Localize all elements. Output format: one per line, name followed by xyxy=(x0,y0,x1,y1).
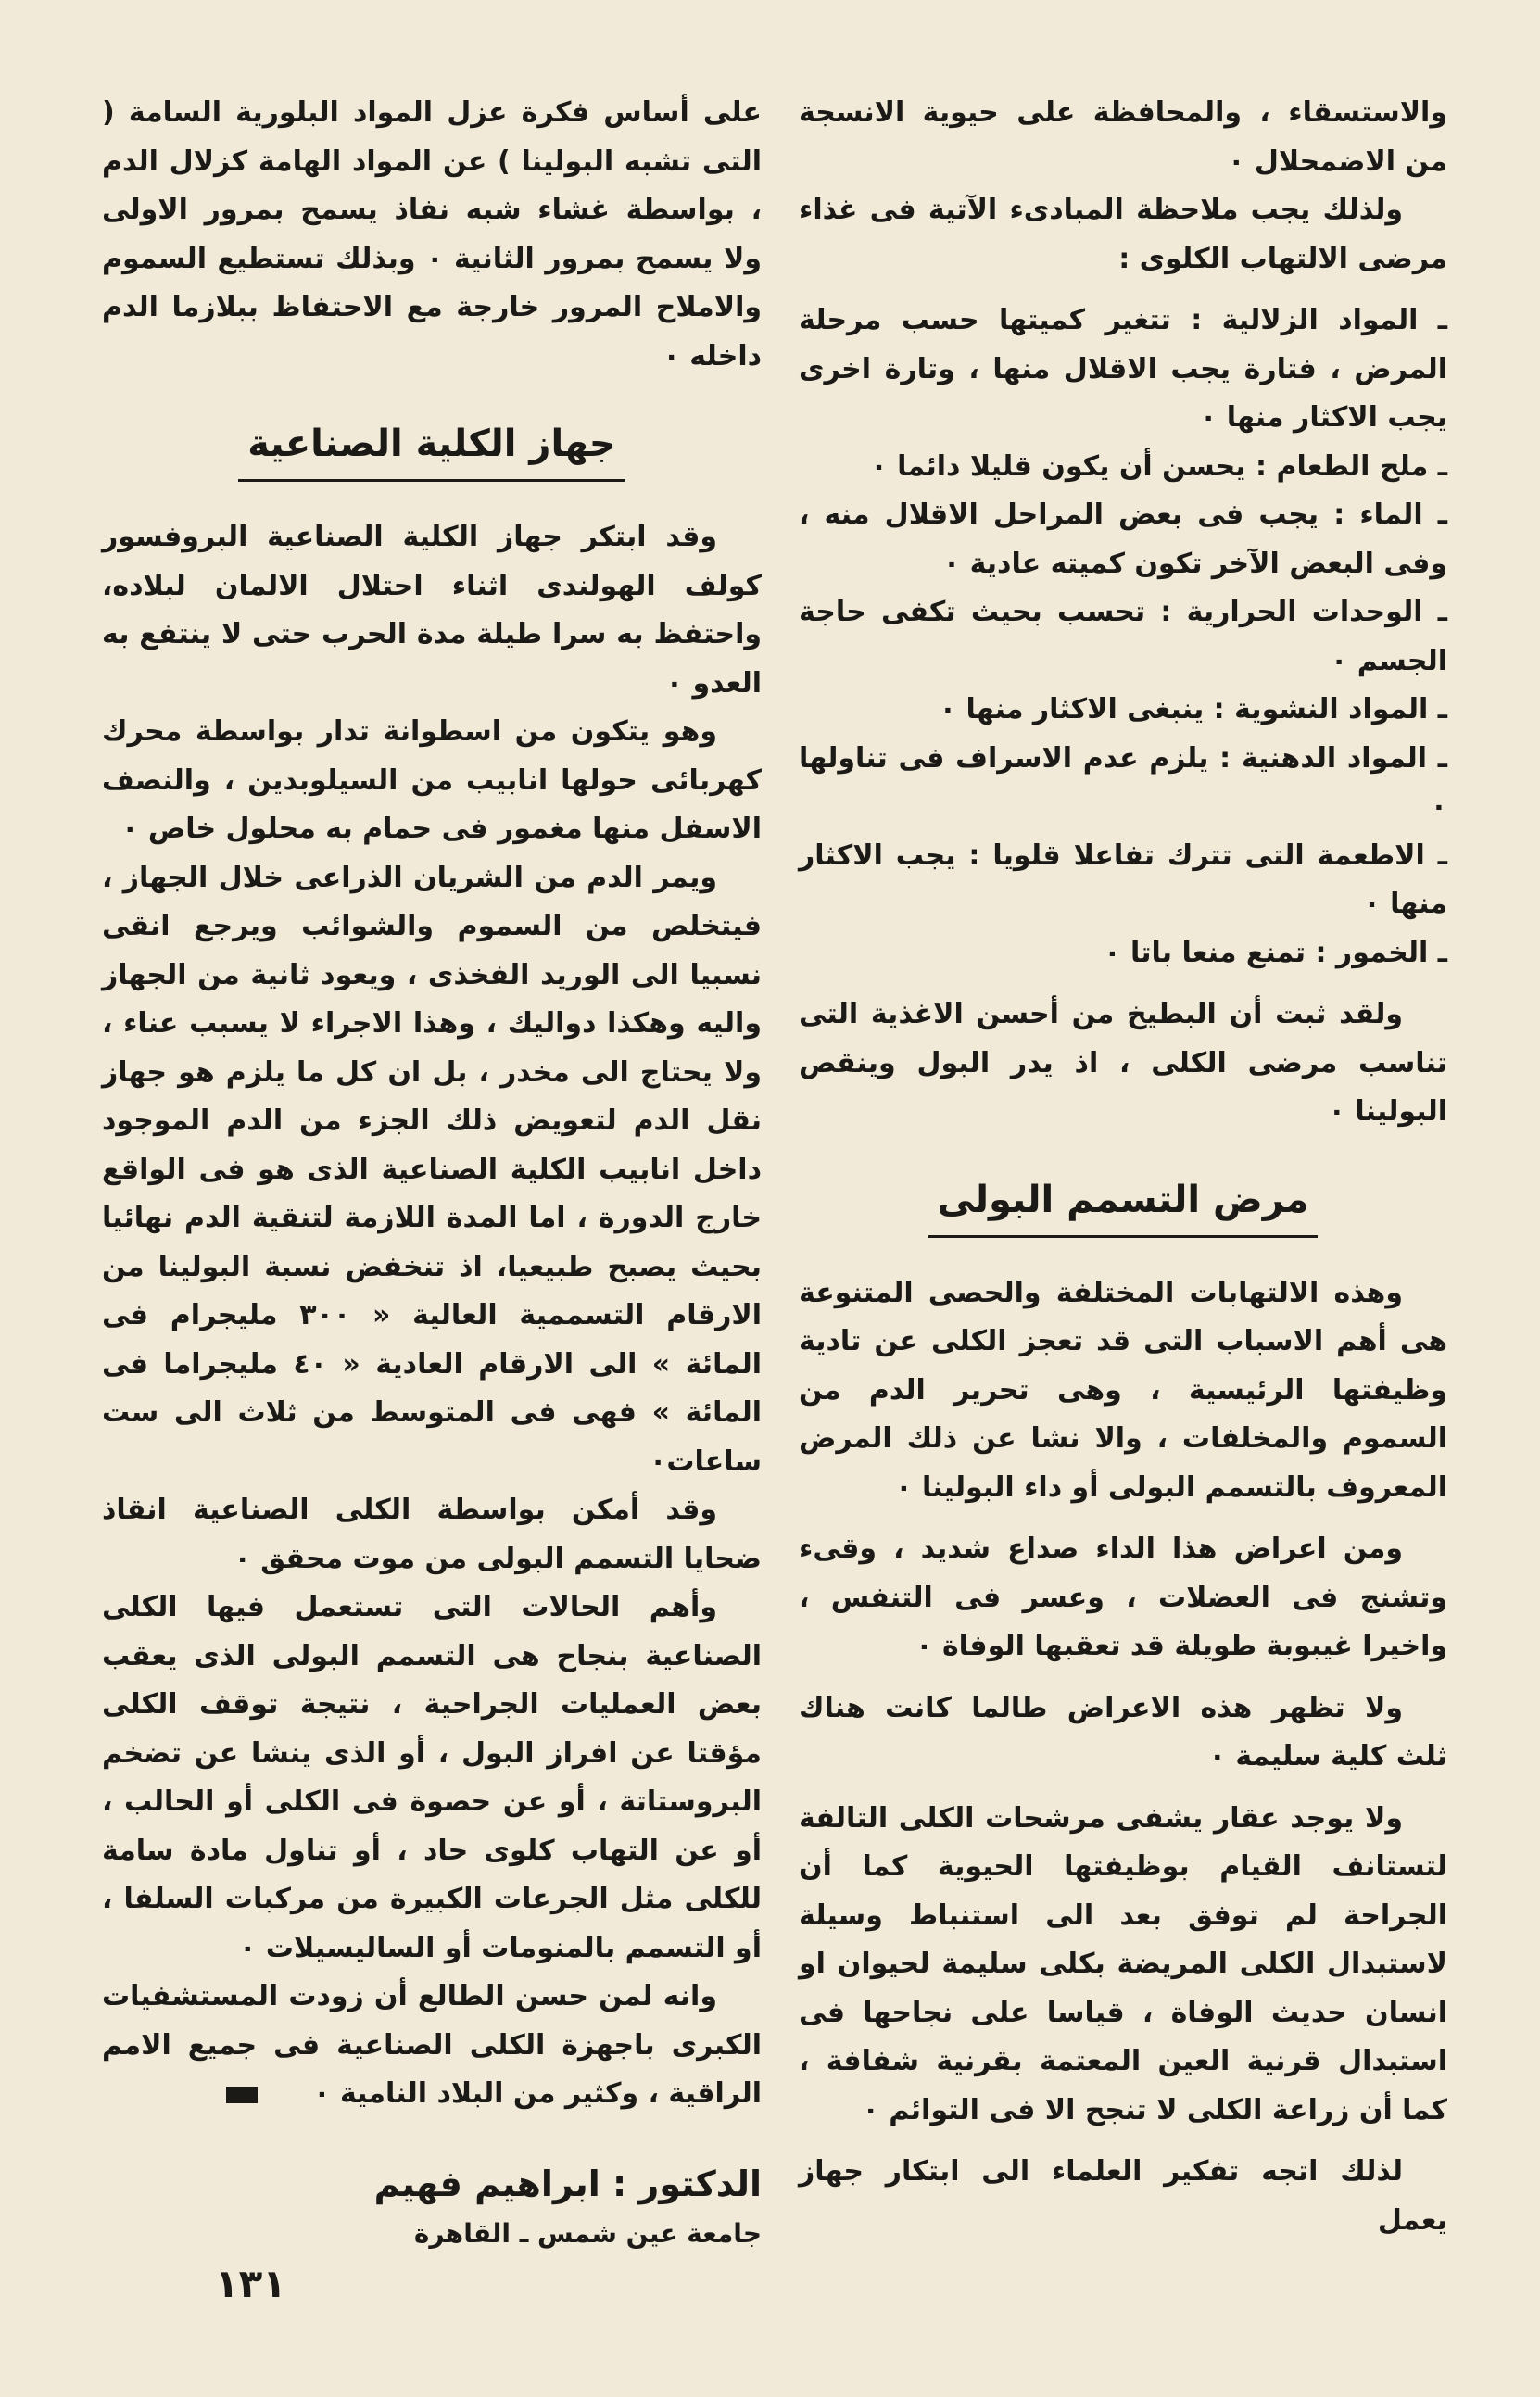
list-item: ـ المواد النشوية : ينبغى الاكثار منها ٠ xyxy=(939,693,1447,725)
paragraph: وقد أمكن بواسطة الكلى الصناعية انقاذ ضحايا التسمم البولى من موت محقق ٠ xyxy=(102,1494,762,1575)
paragraph: ولقد ثبت أن البطيخ من أحسن الاغذية التى تناسب مرضى الكلى ، اذ يدر البول وينقص البولينا ٠ xyxy=(799,998,1447,1128)
author-affiliation: جامعة عين شمس ـ القاهرة xyxy=(413,2217,762,2249)
section-heading-text: مرض التسمم البولى xyxy=(928,1172,1319,1238)
paragraph: ولا يوجد عقار يشفى مرشحات الكلى التالفة لتستانف القيام بوظيفتها الحيوية كما أن الجراحة لم توفق بعد الى استنباط وسيلة لاستبدال الكلى المريضة بكلى سليمة لحيوان او انسان حديث الوفاة ، قياسا على نجاحها فى استبدال قرنية العين المعتمة بقرنية شفافة ، كما أن زراعة الكلى لا تنجح الا فى التوائم ٠ xyxy=(799,1801,1447,2126)
paragraph: والاستسقاء ، والمحافظة على حيوية الانسجة من الاضمحلال ٠ xyxy=(799,96,1447,178)
right-column xyxy=(799,89,1447,2245)
section-heading-text: جهاز الكلية الصناعية xyxy=(238,416,625,482)
signature xyxy=(102,2156,762,2256)
section-heading xyxy=(799,1172,1447,1238)
paragraph-text: وانه لمن حسن الطالع أن زودت المستشفيات الكبرى باجهزة الكلى الصناعية فى جميع الامم الراقية ، وكثير من البلاد النامية ٠ xyxy=(102,1980,762,2110)
paragraph: وهذه الالتهابات المختلفة والحصى المتنوعة هى أهم الاسباب التى قد تعجز الكلى عن تادية وظيفتها الرئيسية ، وهى تحرير الدم من السموم والمخلفات ، والا نشا عن ذلك المرض المعروف بالتسمم البولى أو داء البولينا ٠ xyxy=(799,1276,1447,1504)
paragraph: وهو يتكون من اسطوانة تدار بواسطة محرك كهربائى حولها انابيب من السيلوبدين ، والنصف الاسفل منها مغمور فى حمام به محلول خاص ٠ xyxy=(102,715,762,845)
paragraph xyxy=(102,1973,762,2119)
paragraph: على أساس فكرة عزل المواد البلورية السامة ( التى تشبه البولينا ) عن المواد الهامة كزلال الدم ، بواسطة غشاء شبه نفاذ يسمح بمرور الاولى ولا يسمح بمرور الثانية ٠ وبذلك تستطيع السموم والاملاح المرور خارجة مع الاحتفاظ ببلازما الدم داخله ٠ xyxy=(102,96,762,372)
list-item: ـ الوحدات الحرارية : تحسب بحيث تكفى حاجة الجسم ٠ xyxy=(799,596,1447,677)
section-heading xyxy=(102,416,762,482)
paragraph: وأهم الحالات التى تستعمل فيها الكلى الصناعية بنجاح هى التسمم البولى الذى يعقب بعض العمليات الجراحية ، نتيجة توقف الكلى مؤقتا عن افراز البول ، أو الذى ينشا عن تضخم البروستاتة ، أو عن حصوة فى الكلى أو الحالب ، أو عن التهاب كلوى حاد ، أو تناول مادة سامة للكلى مثل الجرعات الكبيرة من مركبات السلفا ، أو التسمم بالمنومات أو الساليسيلات ٠ xyxy=(102,1591,762,1964)
list-item: ـ الخمور : تمنع منعا باتا ٠ xyxy=(1104,936,1447,969)
list-item: ـ الماء : يجب فى بعض المراحل الاقلال منه ، وفى البعض الآخر تكون كميته عادية ٠ xyxy=(799,498,1447,580)
left-column xyxy=(102,89,762,2256)
paragraph: ولذلك يجب ملاحظة المبادىء الآتية فى غذاء مرضى الالتهاب الكلوى : xyxy=(799,194,1447,275)
paragraph: ومن اعراض هذا الداء صداع شديد ، وقىء وتشنج فى العضلات ، وعسر فى التنفس ، واخيرا غيبوبة طويلة قد تعقبها الوفاة ٠ xyxy=(799,1533,1447,1662)
list-item: ـ الاطعمة التى تترك تفاعلا قلويا : يجب الاكثار منها ٠ xyxy=(799,839,1447,920)
author-name: الدكتور : ابراهيم فهيم xyxy=(373,2163,762,2204)
paragraph: لذلك اتجه تفكير العلماء الى ابتكار جهاز يعمل xyxy=(799,2155,1447,2237)
list-item: ـ المواد الزلالية : تتغير كميتها حسب مرحلة المرض ، فتارة يجب الاقلال منها ، وتارة اخرى يجب الاكثار منها ٠ xyxy=(799,304,1447,434)
page-number: ١٣١ xyxy=(215,2261,286,2306)
list-item: ـ المواد الدهنية : يلزم عدم الاسراف فى تناولها ٠ xyxy=(799,741,1447,823)
paragraph: وقد ابتكر جهاز الكلية الصناعية البروفسور كولف الهولندى اثناء احتلال الالمان لبلاده، واحتفظ به سرا طيلة مدة الحرب حتى لا ينتفع به العدو ٠ xyxy=(102,521,762,700)
paragraph: ولا تظهر هذه الاعراض طالما كانت هناك ثلث كلية سليمة ٠ xyxy=(799,1691,1447,1773)
end-of-article-mark xyxy=(226,2087,258,2103)
paragraph: ويمر الدم من الشريان الذراعى خلال الجهاز ، فيتخلص من السموم والشوائب ويرجع انقى نسبيا الى الوريد الفخذى ، ويعود ثانية من الجهاز واليه وهكذا دواليك ، وهذا الاجراء لا يسبب عناء ، ولا يحتاج الى مخدر ، بل ان كل ما يلزم هو جهاز نقل الدم لتعويض ذلك الجزء من الدم الموجود داخل انابيب الكلية الصناعية الذى هو فى الواقع خارج الدورة ، اما المدة اللازمة لتنقية الدم نهائيا بحيث يصبح طبيعيا، اذ تنخفض نسبة البولينا من الارقام التسممية العالية « ٣٠٠ مليجرام فى المائة » الى الارقام العادية « ٤٠ مليجراما فى المائة » فهى فى المتوسط من ثلاث الى ست ساعات٠ xyxy=(102,861,762,1478)
list-item: ـ ملح الطعام : يحسن أن يكون قليلا دائما ٠ xyxy=(870,449,1447,483)
